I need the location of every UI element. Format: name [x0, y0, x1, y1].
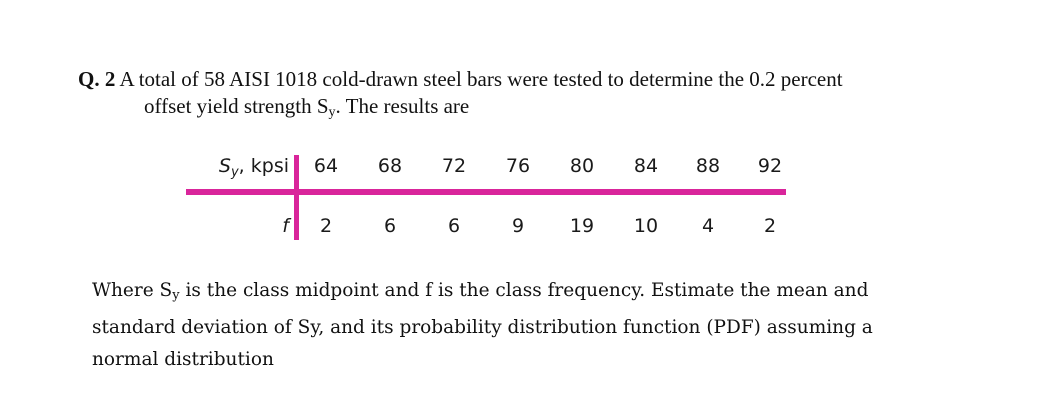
f-cell: 6	[447, 215, 461, 237]
row-label-f: f	[282, 215, 289, 237]
f-cell: 9	[511, 215, 525, 237]
sy-cell: 72	[441, 155, 467, 177]
sy-cell: 84	[633, 155, 659, 177]
question-line-2-sub: y	[328, 105, 336, 120]
question-line-2-pre: offset yield strength S	[144, 94, 329, 118]
sy-cell: 64	[313, 155, 339, 177]
paragraph-line-3: normal distribution	[92, 349, 274, 370]
question-line-2-post: . The results are	[335, 94, 470, 118]
row-label-sy-main: S	[218, 155, 231, 177]
f-cell: 2	[319, 215, 333, 237]
sy-cell: 68	[377, 155, 403, 177]
paragraph-line-2: standard deviation of Sy, and its probability distribution function (PDF) assuming a	[92, 317, 873, 338]
row-label-sy-sub: y	[230, 165, 239, 180]
row-label-sy-rest: , kpsi	[238, 155, 289, 177]
question-number: Q. 2	[78, 67, 116, 91]
table-vertical-rule	[294, 155, 299, 240]
f-cell: 6	[383, 215, 397, 237]
paragraph-line-1-sub: y	[172, 288, 180, 303]
paragraph-line-1	[92, 275, 992, 312]
table-horizontal-rule	[186, 189, 786, 195]
f-cell: 19	[569, 215, 595, 237]
row-label-sy	[219, 155, 289, 180]
f-cell: 4	[701, 215, 715, 237]
paragraph-line-1-post: is the class midpoint and f is the class frequency. Estimate the mean and	[179, 280, 869, 301]
f-cell: 10	[633, 215, 659, 237]
instruction-paragraph	[92, 275, 992, 376]
sy-cell: 76	[505, 155, 531, 177]
sy-cell: 88	[695, 155, 721, 177]
paragraph-line-1-pre: Where S	[92, 280, 173, 301]
f-cell: 2	[763, 215, 777, 237]
sy-cell: 80	[569, 155, 595, 177]
question-line-1-text: A total of 58 AISI 1018 cold-drawn steel bars were tested to determine the 0.2 percent	[119, 67, 843, 91]
sy-cell: 92	[757, 155, 783, 177]
